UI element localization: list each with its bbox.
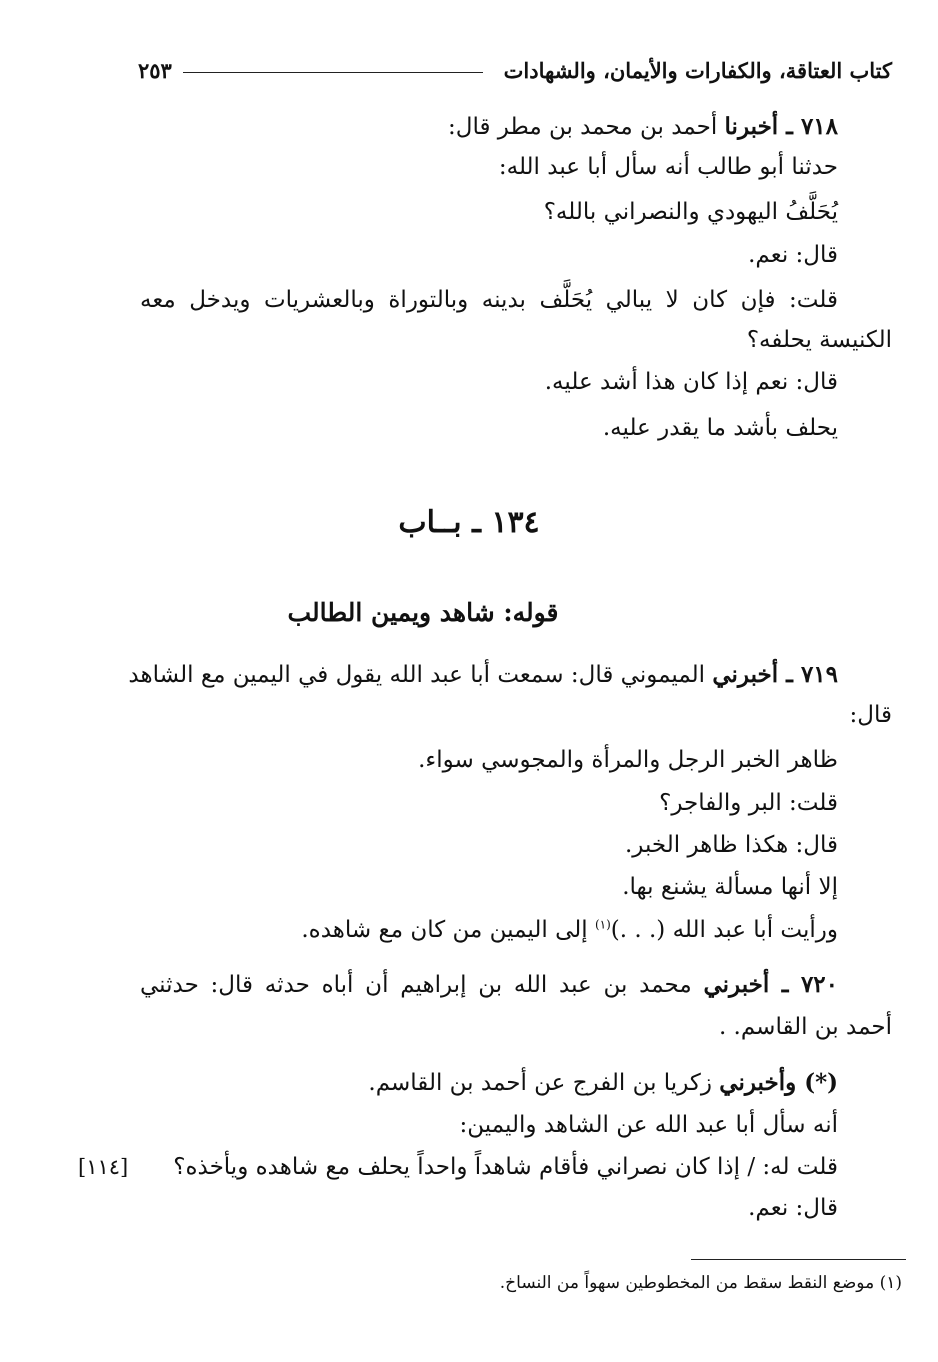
entry-719-number: ٧١٩ ـ أخبرني [712, 661, 838, 688]
entry-718-line-8: يحلف بأشد ما يقدر عليه. [602, 415, 838, 441]
chapter-heading: ١٣٤ ـ بــاب [398, 505, 540, 540]
entry-719-line-5: قال: هكذا ظاهر الخبر. [624, 832, 838, 858]
entry-720-line-3 [368, 1068, 838, 1098]
entry-719-line-7 [301, 915, 838, 945]
entry-718-line-3: يُحَلَّفُ اليهودي والنصراني بالله؟ [543, 199, 838, 225]
entry-720-line-2: أحمد بن القاسم. . [718, 1014, 892, 1040]
entry-719-intro: الميموني قال: سمعت أبا عبد الله يقول في اليمين مع الشاهد [128, 662, 713, 688]
entry-720-alt-chain: (*) وأخبرني [719, 1069, 838, 1096]
entry-719-line-2: قال: [849, 702, 892, 728]
entry-720-line-6: قال: نعم. [748, 1195, 838, 1221]
entry-718-number: ٧١٨ ـ أخبرنا [724, 113, 838, 140]
entry-719-line-3: ظاهر الخبر الرجل والمرأة والمجوسي سواء. [418, 747, 838, 773]
entry-719-line-1 [128, 660, 838, 690]
entry-719-line-6: إلا أنها مسألة يشنع بها. [622, 874, 838, 900]
entry-718-line-7: قال: نعم إذا كان هذا أشد عليه. [544, 369, 838, 395]
entry-719-line-7-end: إلى اليمين من كان مع شاهده. [301, 917, 595, 943]
entry-718-line-2: حدثنا أبو طالب أنه سأل أبا عبد الله: [498, 154, 838, 180]
entry-720-line-5: قلت له: / إذا كان نصراني فأقام شاهداً واحداً يحلف مع شاهده ويأخذه؟ [173, 1154, 838, 1180]
header-rule [183, 72, 483, 73]
entry-720-alt-chain-rest: زكريا بن الفرج عن أحمد بن القاسم. [368, 1070, 720, 1096]
entry-719-line-4: قلت: البر والفاجر؟ [659, 790, 838, 816]
entry-720-number: ٧٢٠ ـ أخبرني [703, 971, 838, 998]
footnote-rule [691, 1259, 906, 1260]
manuscript-folio-ref: [١١٤] [78, 1155, 129, 1179]
entry-718-line-1 [448, 112, 838, 142]
entry-720-line-1 [140, 970, 838, 1000]
page-number: ٢٥٣ [138, 58, 172, 83]
footnote-1: (١) موضع النقط سقط من المخطوطين سهواً من النساخ. [499, 1273, 902, 1293]
running-header-title: كتاب العتاقة، والكفارات والأيمان، والشهادات [503, 58, 892, 83]
entry-718-line-6: الكنيسة يحلفه؟ [746, 327, 892, 353]
entry-718-intro: أحمد بن محمد بن مطر قال: [447, 114, 725, 140]
entry-720-line-4: أنه سأل أبا عبد الله عن الشاهد واليمين: [459, 1112, 838, 1138]
entry-718-line-5: قلت: فإن كان لا يبالي يُحَلَّف بدينه وبالتوراة وبالعشريات ويدخل معه [140, 287, 838, 313]
entry-718-line-4: قال: نعم. [748, 242, 838, 268]
entry-719-line-7-start: ورأيت أبا عبد الله (. . .) [610, 917, 838, 943]
entry-720-intro: محمد بن عبد الله بن إبراهيم أن أباه حدثه قال: حدثني [140, 972, 704, 998]
footnote-marker: (١) [594, 917, 611, 932]
chapter-subheading: قوله: شاهد ويمين الطالب [287, 598, 559, 627]
